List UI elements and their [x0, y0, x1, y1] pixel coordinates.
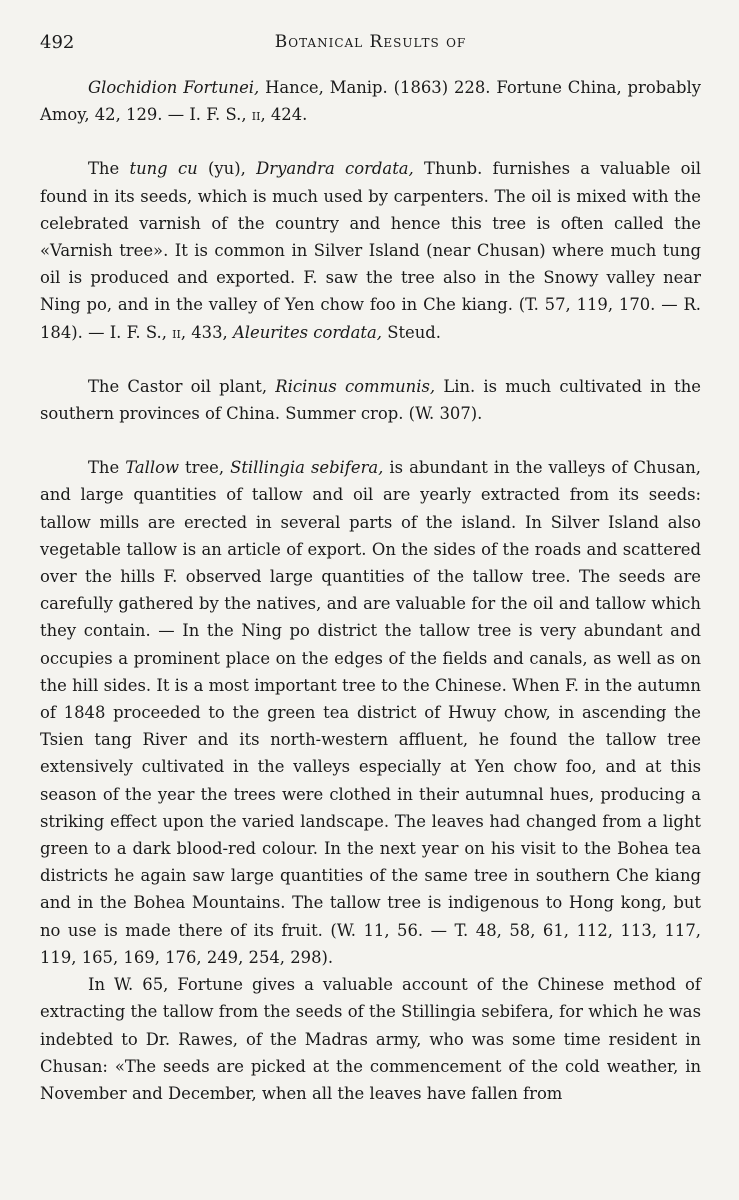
text-run: is abundant in the valleys of Chusan, and large quantities of tallow and oil are yearly extracted from its seeds: tallow mills are erected in several parts of the island. In Silver Island also vegetable tallow is an article of export. On the sides of the roads and scattered over the hills F. observed large quantities of the tallow tree. The seeds are carefully gathered by the natives, and are valuable for the oil and tallow which they contain. — In the Ning po district the tallow tree is very abundant and occupies a prominent place on the edges of the fields and canals, as well as on the hill sides. It is a most important tree to the Chinese. When F. in the autumn of 1848 proceeded to the green tea district of Hwuy chow, in ascending the Tsien tang River and its north-western affluent, he found the tallow tree extensively cultivated in the valleys especially at Yen chow foo, and at this season of the year the trees were clothed in their autumnal hues, producing a striking effect upon the varied landscape. The leaves had changed from a light green to a dark blood-red colour. In the next year on his visit to the Bohea tea districts he again saw large quantities of the same tree in southern Che kiang and in the Bohea Mountains. The tallow tree is indigenous to Hong kong, but no use is made there of its fruit. (W. 11, 56. — T. 48, 58, 61, 112, 113, 117, 119, 165, 169, 176, 249, 254, 298). — [40, 458, 701, 967]
paragraph-tallow-extraction — [40, 971, 701, 1107]
italic-text: Glochidion Fortunei, — [88, 78, 260, 97]
paragraph-glochidion — [40, 74, 701, 128]
page-body — [40, 74, 701, 1107]
italic-text: Dryandra cordata, — [256, 159, 414, 179]
text-run: Hance, Manip. (1863) 228. Fortune China, probably Amoy, 42, 129. — I. F. S., — [40, 78, 701, 125]
italic-text: Ricinus communis, — [275, 376, 436, 396]
text-run: Steud. — [382, 322, 441, 342]
text-run: , 424. — [260, 105, 308, 125]
italic-text: Aleurites cordata, — [232, 322, 382, 342]
text-run: (yu), — [197, 159, 257, 179]
text-run: The Castor oil plant, — [88, 376, 276, 396]
text-run: tree, — [179, 458, 231, 478]
text-run: ii — [172, 322, 181, 342]
paragraph-tallow-tree — [40, 454, 701, 971]
text-run: , 433, — [180, 322, 233, 342]
text-run: ii — [251, 105, 261, 125]
italic-text: Tallow — [125, 458, 180, 478]
paragraph-castor-oil — [40, 373, 701, 427]
text-run: The — [88, 159, 130, 179]
text-run: Lin. is much cultivated in the southern provinces of China. Summer crop. (W. 307). — [40, 376, 701, 424]
italic-text: tung cu — [129, 159, 198, 179]
paragraph-tung-oil — [40, 155, 701, 345]
page-number: 492 — [40, 32, 75, 53]
page-header — [40, 32, 701, 62]
text-run: Thunb. furnishes a valuable oil found in its seeds, which is much used by carpenters. The oil is mixed with the celebrated varnish of the country and hence this tree is often called the «Varnish tree». It is common in Silver Island (near Chusan) where much tung oil is produced and exported. F. saw the tree also in the Snowy valley near Ning po, and in the valley of Yen chow foo in Che kiang. (T. 57, 119, 170. — R. 184). — I. F. S., — [40, 159, 701, 342]
text-run: The — [88, 458, 126, 478]
running-head: Botanical Results of — [274, 32, 467, 52]
italic-text: Stillingia sebifera, — [230, 458, 384, 478]
text-run: In W. 65, Fortune gives a valuable account of the Chinese method of extracting the tallow from the seeds of the Stillingia sebifera, for which he was indebted to Dr. Rawes, of the Madras army, who was some time resident in Chusan: «The seeds are picked at the commencement of the cold weather, in November and December, when all the leaves have fallen from — [40, 975, 701, 1103]
